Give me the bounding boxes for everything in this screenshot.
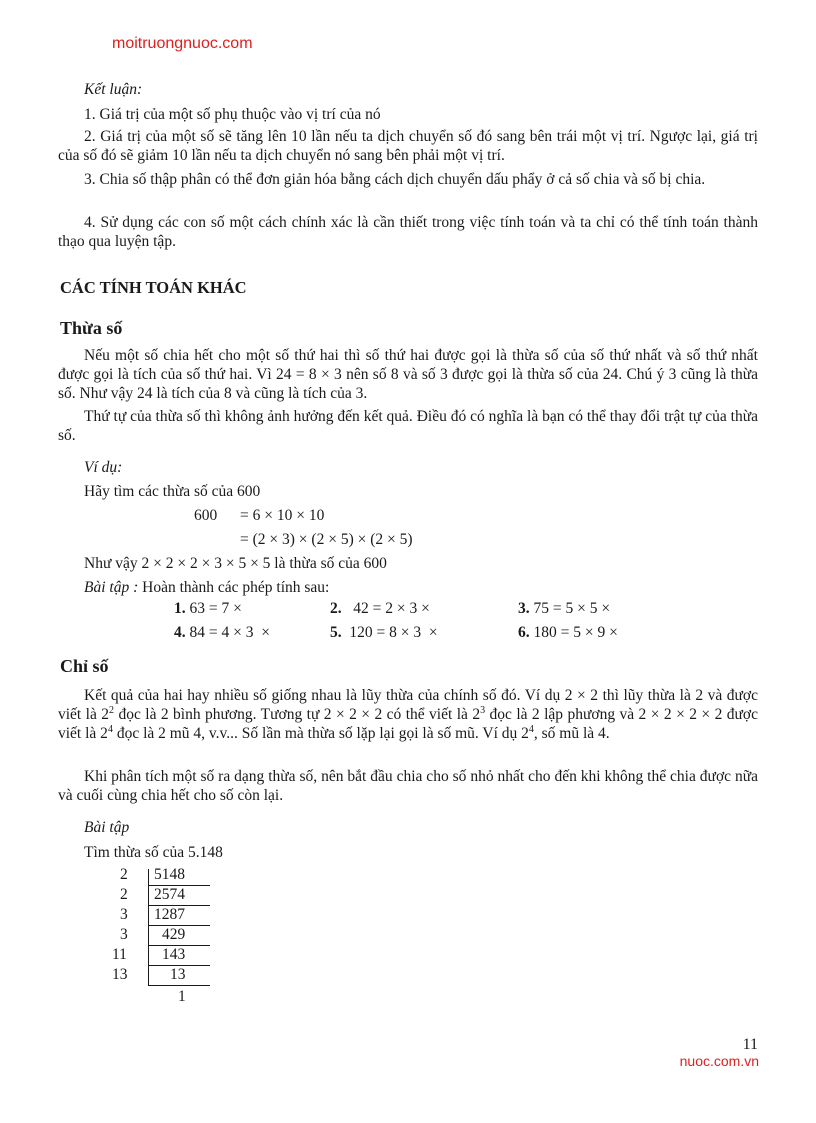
divisor: 2 <box>120 886 128 903</box>
row-rule <box>148 945 210 946</box>
division-ladder <box>110 866 220 1016</box>
watermark-site: moitruongnuoc.com <box>112 35 253 52</box>
factor-paragraph-2: Thứ tự của thừa số thì không ảnh hưởng đến kết quả. Điều đó có nghĩa là bạn có thể thay đổi trật tự của thừa số. <box>58 408 758 444</box>
exercise-2: 2. 42 = 2 × 3 × <box>330 600 430 617</box>
index-paragraph-2: Khi phân tích một số ra dạng thừa số, nên bắt đầu chia cho số nhỏ nhất cho đến khi không thể chia được nữa và cuối cùng chia hết cho số còn lại. <box>58 768 758 804</box>
divisor: 3 <box>120 926 128 943</box>
equation-line-2: = (2 × 3) × (2 × 5) × (2 × 5) <box>240 531 413 548</box>
quotient: 429 <box>162 926 186 943</box>
conclusion-item-2: 2. Giá trị của một số sẽ tăng lên 10 lần nếu ta dịch chuyển số đó sang bên trái một vị trí. Ngược lại, giá trị của số đó sẽ giảm 10 lần nếu ta dịch chuyển nó sang bên phải một vị trí. <box>58 128 758 164</box>
conclusion-item-3: 3. Chia số thập phân có thể đơn giản hóa bằng cách dịch chuyển dấu phẩy ở cả số chia và số bị chia. <box>84 171 706 188</box>
row-rule <box>148 965 210 966</box>
exercise-3: 3. 75 = 5 × 5 × <box>518 600 611 617</box>
conclusion-item-1: 1. Giá trị của một số phụ thuộc vào vị trí của nó <box>84 106 381 123</box>
row-rule <box>148 905 210 906</box>
row-rule <box>148 885 210 886</box>
equation-left: 600 <box>194 507 218 524</box>
index-heading: Chỉ số <box>60 656 109 676</box>
index-exercise-question: Tìm thừa số của 5.148 <box>84 844 223 861</box>
section-title: CÁC TÍNH TOÁN KHÁC <box>60 278 247 297</box>
conclusion-title: Kết luận: <box>84 81 143 98</box>
exercise-instruction: Hoàn thành các phép tính sau: <box>138 579 330 596</box>
factor-heading: Thừa số <box>60 318 123 338</box>
quotient: 5148 <box>154 866 185 883</box>
row-rule <box>148 985 210 986</box>
vertical-rule <box>148 869 149 986</box>
exercise-intro <box>84 578 329 597</box>
exercise-6: 6. 180 = 5 × 9 × <box>518 624 618 641</box>
example-question: Hãy tìm các thừa số của 600 <box>84 483 261 500</box>
divisor: 11 <box>112 946 127 963</box>
divisor: 2 <box>120 866 128 883</box>
divisor: 13 <box>112 966 128 983</box>
quotient: 143 <box>162 946 186 963</box>
factor-paragraph-1: Nếu một số chia hết cho một số thứ hai thì số thứ hai được gọi là thừa số của số thứ nhất và số thứ nhất được gọi là tích của số thứ hai. Vì 24 = 8 × 3 nên số 8 và số 3 được gọi là thừa số của 24. Chú ý 3 cũng là thừa số. Như vậy 24 là tích của 8 và cũng là tích của 3. <box>58 347 758 402</box>
footer-site: nuoc.com.vn <box>679 1053 759 1069</box>
example-result: Như vậy 2 × 2 × 2 × 3 × 5 × 5 là thừa số của 600 <box>84 555 387 572</box>
page-number: 11 <box>742 1036 758 1053</box>
row-rule <box>148 925 210 926</box>
exercise-5: 5. 120 = 8 × 3 × <box>330 624 438 641</box>
exercise-label: Bài tập : <box>84 579 139 596</box>
quotient: 1287 <box>154 906 185 923</box>
conclusion-item-4: 4. Sử dụng các con số một cách chính xác là cần thiết trong việc tính toán và ta chỉ có thể tính toán thành thạo qua luyện tập. <box>58 214 758 250</box>
quotient: 2574 <box>154 886 185 903</box>
quotient: 1 <box>178 988 186 1005</box>
quotient: 13 <box>170 966 186 983</box>
equation-line-1: = 6 × 10 × 10 <box>240 507 325 524</box>
divisor: 3 <box>120 906 128 923</box>
example-label: Ví dụ: <box>84 459 123 476</box>
index-paragraph-1: Kết quả của hai hay nhiều số giống nhau là lũy thừa của chính số đó. Ví dụ 2 × 2 thì lũy thừa là 2 và được viết là $2^2$ đọc là 2 bình phương. Tương tự 2 × 2 × 2 có thể viết là $2^3$ đọc là 2 lập phương và 2 × 2 × 2 × 2 được viết là $2^4$ đọc là 2 mũ 4, v.v... Số lần mà thừa số lặp lại gọi là số mũ. Ví dụ $2^4$, số mũ là 4. <box>58 687 758 742</box>
exercise-4: 4. 84 = 4 × 3 × <box>174 624 270 641</box>
exercise-1: 1. 63 = 7 × <box>174 600 242 617</box>
index-exercise-label: Bài tập <box>84 819 130 836</box>
